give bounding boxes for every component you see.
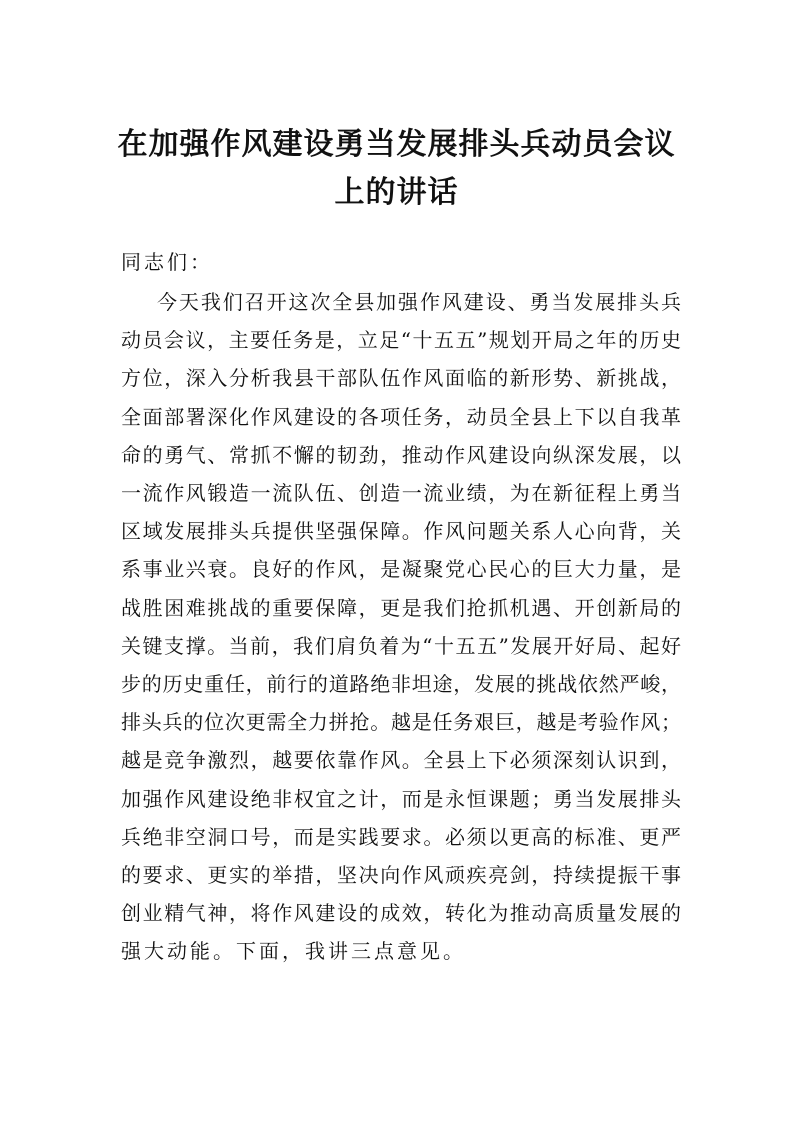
paragraph-line: 系事业兴衰。良好的作风，是凝聚党心民心的巨大力量，是 [121,557,681,582]
paragraph-line: 动员会议，主要任务是，立足“十五五”规划开局之年的历史 [121,328,681,353]
document-title-line-1: 在加强作风建设勇当发展排头兵动员会议 [117,127,676,162]
paragraph-line: 加强作风建设绝非权宜之计，而是永恒课题；勇当发展排头 [121,786,681,811]
paragraph-line: 战胜困难挑战的重要保障，更是我们抢抓机遇、开创新局的 [121,595,681,620]
paragraph-line: 越是竞争激烈，越要依靠作风。全县上下必须深刻认识到， [121,748,681,773]
paragraph-line: 强大动能。下面，我讲三点意见。 [121,939,466,964]
paragraph-line: 方位，深入分析我县干部队伍作风面临的新形势、新挑战， [121,366,681,391]
paragraph-line: 步的历史重任，前行的道路绝非坦途，发展的挑战依然严峻， [121,672,681,696]
paragraph-line: 兵绝非空洞口号，而是实践要求。必须以更高的标准、更严 [121,824,681,849]
paragraph-line: 排头兵的位次更需全力拼抢。越是任务艰巨，越是考验作风； [121,710,681,735]
paragraph-line: 关键支撑。当前，我们肩负着为“十五五”发展开好局、起好 [121,633,681,658]
document-title-line-2: 上的讲话 [334,175,459,210]
paragraph-line: 全面部署深化作风建设的各项任务，动员全县上下以自我革 [121,404,681,429]
paragraph-line: 区域发展排头兵提供坚强保障。作风问题关系人心向背，关 [121,519,681,544]
salutation: 同志们： [121,250,213,274]
paragraph-line: 今天我们召开这次全县加强作风建设、勇当发展排头兵 [157,290,681,314]
paragraph-line: 的要求、更实的举措，坚决向作风顽疾亮剑，持续提振干事 [121,863,681,887]
paragraph-line: 命的勇气、常抓不懈的韧劲，推动作风建设向纵深发展，以 [121,442,681,467]
paragraph-line: 创业精气神，将作风建设的成效，转化为推动高质量发展的 [121,901,681,926]
paragraph-line: 一流作风锻造一流队伍、创造一流业绩，为在新征程上勇当 [121,481,681,505]
